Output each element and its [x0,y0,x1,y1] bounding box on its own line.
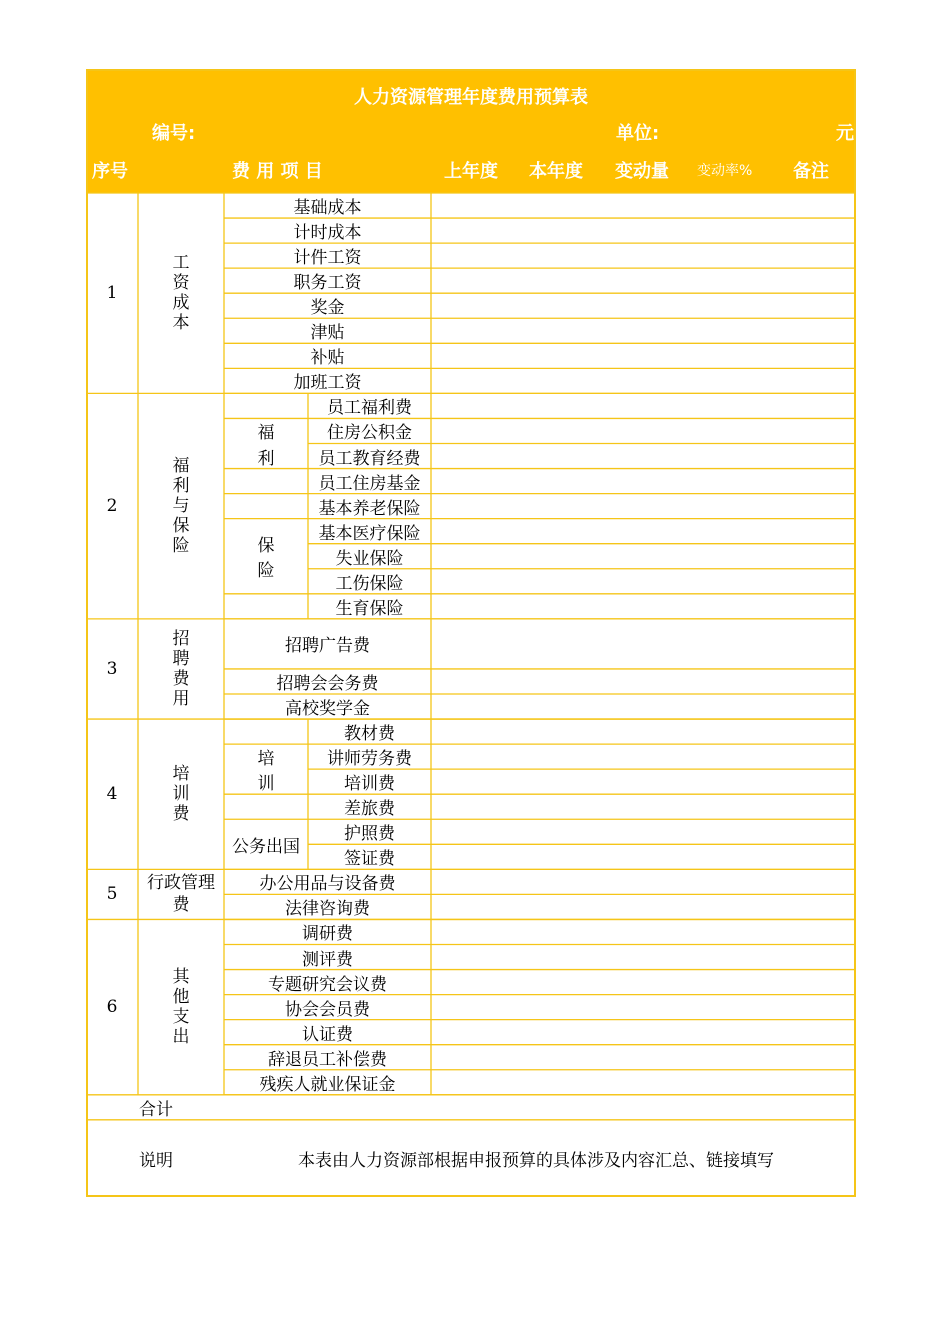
col-rate: 变动率% [697,163,753,179]
note-label: 说明 [139,1150,173,1171]
row-item: 失业保险 [335,548,404,569]
col-seq: 序号 [92,161,128,182]
budget-table [86,69,856,1197]
row-item: 调研费 [302,924,353,945]
row-item: 员工福利费 [327,398,412,419]
total-label: 合计 [139,1099,173,1120]
row-item: 补贴 [310,348,345,369]
row-item: 认证费 [302,1024,353,1045]
row-category: 其他支出 [172,967,190,1048]
row-seq: 2 [106,496,118,517]
col-this-year: 本年度 [529,161,583,182]
row-item: 职务工资 [293,273,362,294]
row-item: 高校奖学金 [285,699,370,720]
group-label-char: 利 [257,448,275,469]
row-item: 基本养老保险 [318,498,421,519]
row-category: 工资成本 [172,253,190,334]
row-category: 招聘费用 [172,628,190,709]
row-item: 住房公积金 [327,423,412,444]
row-item: 计时成本 [293,223,362,244]
group-label-char: 险 [257,561,275,582]
group-label-char: 保 [257,536,275,557]
row-item: 员工教育经费 [318,448,421,469]
row-item: 残疾人就业保证金 [259,1074,396,1095]
group-label-char: 培 [257,749,275,770]
row-item: 差旅费 [344,799,395,820]
row-seq: 6 [106,997,118,1018]
row-item: 培训费 [344,774,395,795]
row-item: 签证费 [344,849,395,870]
row-category: 行政管理费 [147,873,215,916]
col-remark: 备注 [793,161,829,182]
row-item: 招聘会会务费 [276,673,379,694]
note-text: 本表由人力资源部根据申报预算的具体涉及内容汇总、链接填写 [298,1150,774,1171]
col-item: 费 用 项 目 [232,161,323,182]
group-label-char: 福 [257,423,275,444]
number-label: 编号: [152,123,196,144]
row-item: 测评费 [302,949,353,970]
row-category: 培训费 [172,764,190,825]
row-item: 协会会员费 [285,999,370,1020]
row-item: 招聘广告费 [285,636,370,657]
row-item: 津贴 [310,323,345,344]
currency-label: 元 [836,123,854,144]
row-category: 福利与保险 [172,456,190,557]
row-item: 讲师劳务费 [327,749,412,770]
row-item: 加班工资 [293,373,362,394]
col-last-year: 上年度 [444,161,498,182]
row-item: 辞退员工补偿费 [268,1049,387,1070]
row-item: 护照费 [344,824,395,845]
row-seq: 5 [106,884,118,905]
row-item: 基础成本 [293,198,362,219]
row-seq: 1 [106,283,118,304]
row-seq: 3 [106,658,118,679]
row-item: 教材费 [344,724,395,745]
row-item: 办公用品与设备费 [259,874,396,895]
group-label: 公务出国 [232,836,300,857]
table-title: 人力资源管理年度费用预算表 [354,87,588,108]
row-item: 基本医疗保险 [318,523,421,544]
row-item: 专题研究会议费 [268,974,387,995]
row-seq: 4 [106,784,118,805]
row-item: 计件工资 [293,248,362,269]
row-item: 工伤保险 [335,573,404,594]
row-item: 奖金 [310,298,345,319]
row-item: 生育保险 [335,598,404,619]
row-item: 法律咨询费 [285,899,370,920]
col-change: 变动量 [615,161,669,182]
unit-label: 单位: [616,123,660,144]
row-item: 员工住房基金 [318,473,421,494]
group-label-char: 训 [257,774,275,795]
